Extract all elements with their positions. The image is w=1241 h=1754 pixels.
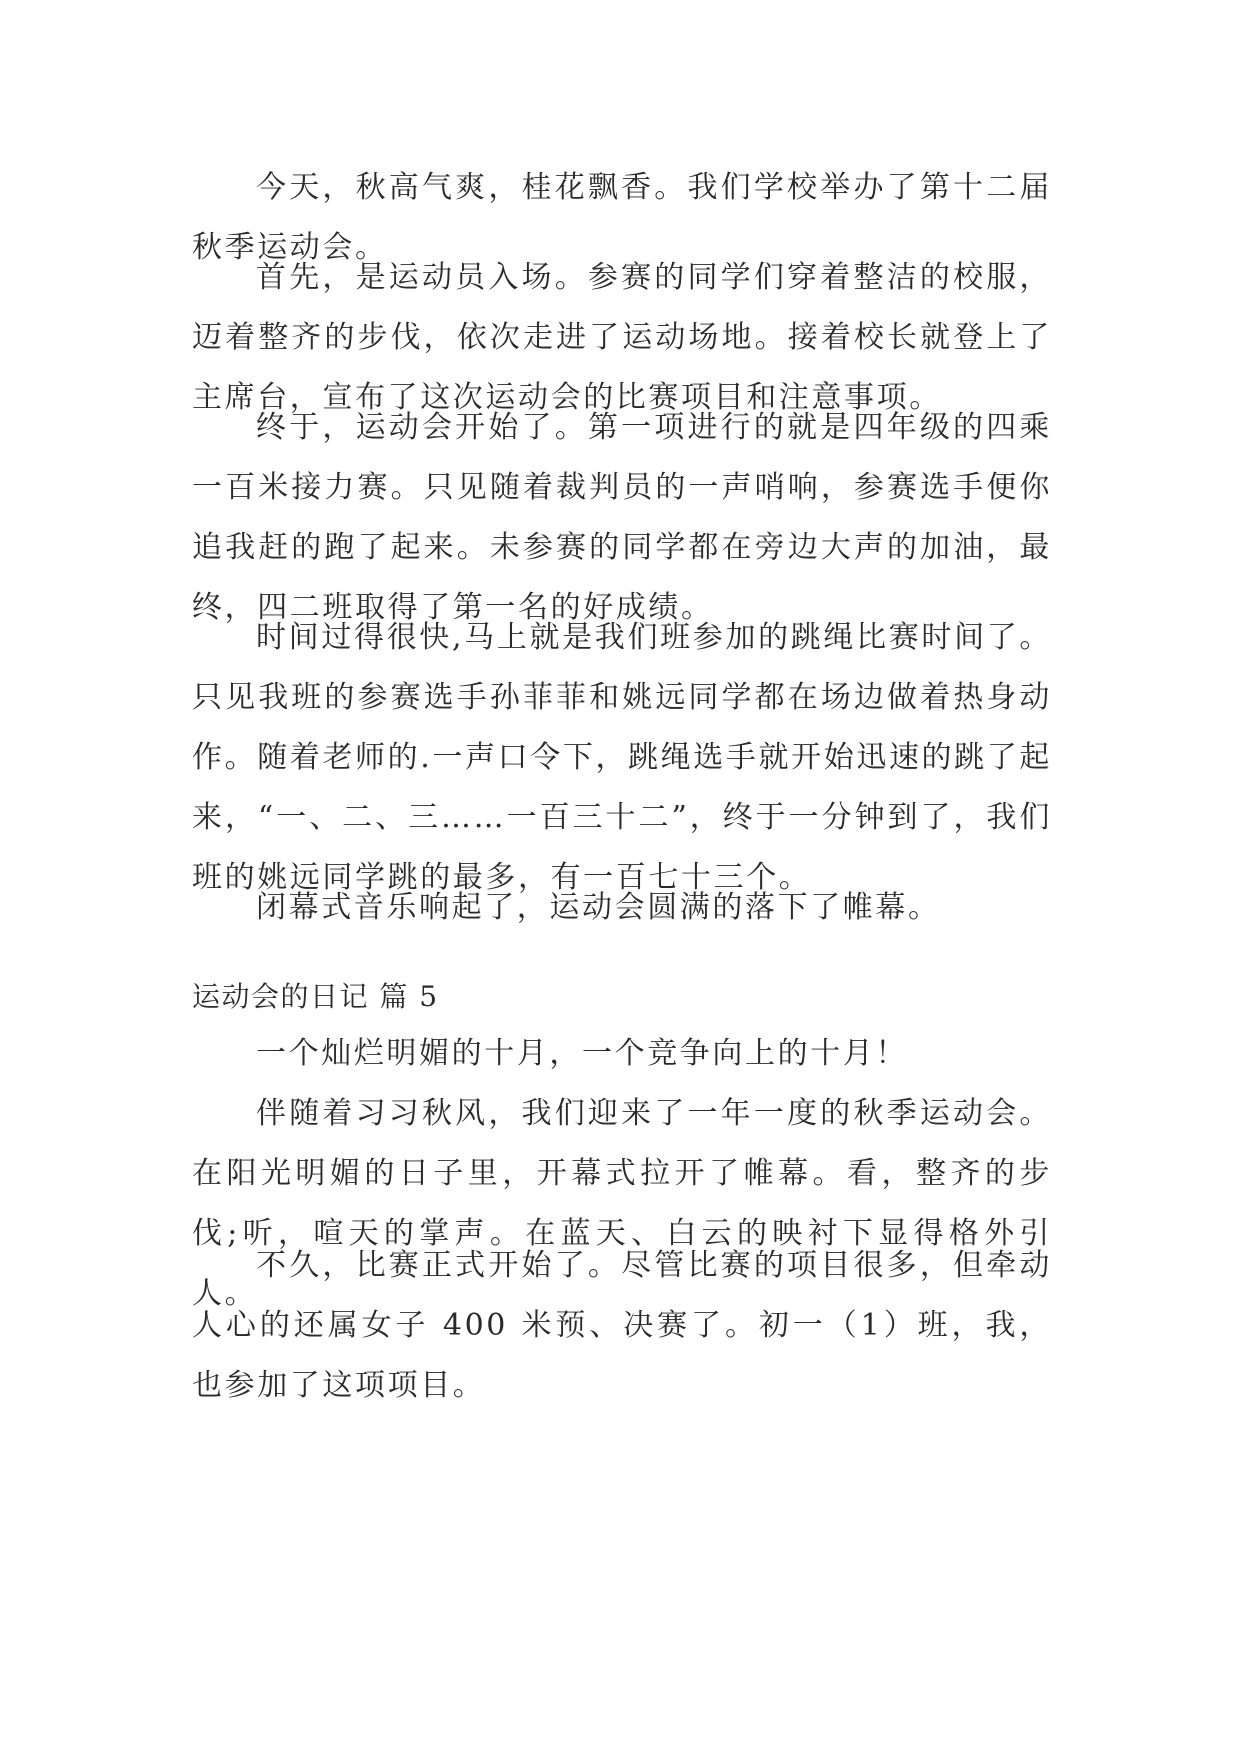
- paragraph-opening-ceremony: 伴随着习习秋风，我们迎来了一年一度的秋季运动会。在阳光明媚的日子里，开幕式拉开了帷幕。看，整齐的步伐;听，喧天的掌声。在蓝天、白云的映衬下显得格外引人。: [192, 1096, 1052, 1311]
- paragraph-october: 一个灿烂明媚的十月，一个竞争向上的十月！: [256, 1036, 908, 1071]
- paragraph-opening: 今天，秋高气爽，桂花飘香。我们学校举办了第十二届秋季运动会。: [192, 170, 1052, 265]
- paragraph-relay-race: 终于，运动会开始了。第一项进行的就是四年级的四乘一百米接力赛。只见随着裁判员的一声哨响，参赛选手便你追我赶的跑了起来。未参赛的同学都在旁边大声的加油，最终，四二班取得了第一名的好成绩。: [192, 410, 1052, 625]
- paragraph-closing: 闭幕式音乐响起了，运动会圆满的落下了帷幕。: [256, 890, 941, 925]
- paragraph-athletes-entrance: 首先，是运动员入场。参赛的同学们穿着整洁的校服，迈着整齐的步伐，依次走进了运动场地。接着校长就登上了主席台，宣布了这次运动会的比赛项目和注意事项。: [192, 260, 1052, 415]
- paragraph-400m-race: 不久，比赛正式开始了。尽管比赛的项目很多，但牵动人心的还属女子 400 米预、决赛了。初一（1）班，我，也参加了这项项目。: [192, 1248, 1052, 1403]
- section-heading: 运动会的日记 篇 5: [192, 980, 439, 1013]
- paragraph-rope-skipping: 时间过得很快,马上就是我们班参加的跳绳比赛时间了。只见我班的参赛选手孙菲菲和姚远同学都在场边做着热身动作。随着老师的.一声口令下，跳绳选手就开始迅速的跳了起来，“一、二、三……一百三十二”，终于一分钟到了，我们班的姚远同学跳的最多，有一百七十三个。: [192, 620, 1052, 895]
